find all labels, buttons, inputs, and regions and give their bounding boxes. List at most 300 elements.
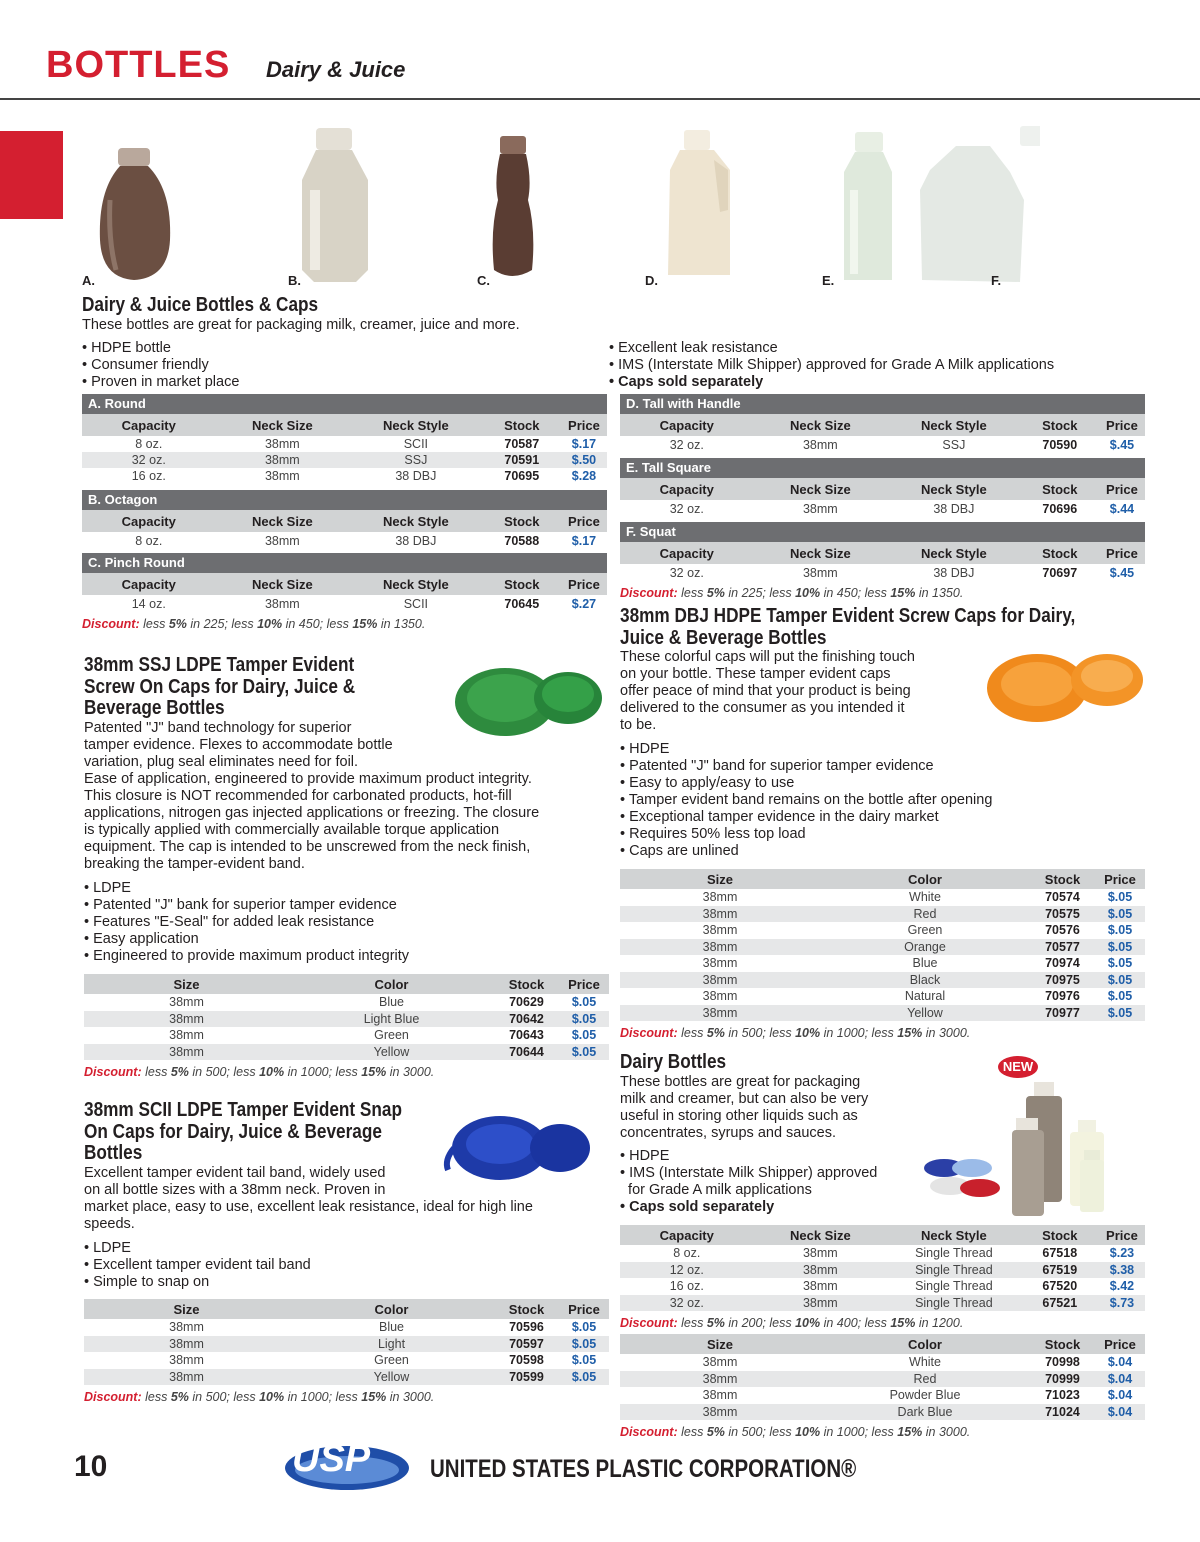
table-row — [620, 1005, 1145, 1022]
table-cell: 70591 — [504, 453, 540, 467]
table-cell: Single Thread — [915, 1279, 993, 1294]
column-header: Capacity — [121, 513, 176, 529]
dairy-description-line: milk and creamer, but can also be very — [620, 1091, 869, 1107]
ssj-description — [84, 720, 393, 771]
dairy-bullets-line: for Grade A milk applications — [620, 1182, 812, 1198]
discount-note — [84, 1065, 434, 1079]
bullet-list-right — [609, 340, 1054, 391]
table-header — [620, 414, 1145, 436]
table-row — [620, 1354, 1145, 1371]
page-title: BOTTLES — [46, 44, 231, 86]
table-header — [84, 1299, 609, 1319]
discount-part: in 3000. — [922, 1425, 971, 1439]
table-cell: $.05 — [1107, 956, 1133, 971]
product-photos — [80, 120, 1040, 290]
dbj-bullets-line: • Tamper evident band remains on the bottle after opening — [620, 792, 993, 808]
table-row — [620, 1278, 1145, 1295]
discount-part: in 225; less — [724, 586, 796, 600]
dairy-description-line: useful in storing other liquids such as — [620, 1108, 858, 1124]
section-title-dbj-caps-line: 38mm DBJ HDPE Tamper Evident Screw Caps for Dairy, — [620, 605, 1076, 627]
dbj-bullets-line: • HDPE — [620, 741, 670, 757]
page-subtitle: Dairy & Juice — [266, 57, 406, 82]
table-row — [82, 468, 607, 484]
section-title-scii-caps-line: On Caps for Dairy, Juice & Beverage — [84, 1120, 382, 1143]
table-cell: $.05 — [1107, 1005, 1133, 1020]
dbj-description-line: delivered to the consumer as you intended it — [620, 700, 905, 716]
table-cell: SSJ — [404, 453, 428, 467]
discount-part: 15% — [890, 586, 916, 600]
ssj-bullets-line: • LDPE — [84, 880, 131, 896]
table-section-title: E. Tall Square — [620, 458, 1145, 478]
table-header — [620, 542, 1145, 564]
table-row — [620, 564, 1145, 582]
column-header: Color — [374, 1301, 409, 1317]
section-title-scii-caps — [84, 1100, 402, 1165]
discount-part: 15% — [361, 1065, 387, 1079]
table-cell: 38mm — [264, 437, 300, 451]
table-row — [620, 1404, 1145, 1421]
table-cell: $.05 — [1107, 972, 1133, 987]
column-header: Capacity — [659, 481, 714, 497]
column-header: Stock — [504, 513, 540, 529]
table-cell: 32 oz. — [131, 453, 166, 467]
table-cell: Single Thread — [915, 1295, 993, 1310]
dairy-description-line: These bottles are great for packaging — [620, 1074, 861, 1090]
table-cell: 32 oz. — [669, 438, 704, 452]
dairy-bullets-line: • IMS (Interstate Milk Shipper) approved — [620, 1165, 878, 1181]
table-cell: 8 oz. — [135, 437, 163, 451]
column-header: Neck Size — [251, 513, 313, 529]
discount-part: 5% — [170, 1390, 189, 1404]
column-header: Price — [568, 513, 600, 529]
scii-bullets-line: • LDPE — [84, 1240, 131, 1256]
table-row — [620, 955, 1145, 972]
table-cell: 38mm — [264, 453, 300, 467]
table-cell: $.17 — [571, 437, 597, 451]
scii-description-line: Excellent tamper evident tail band, widely used — [84, 1165, 386, 1181]
column-header: Capacity — [121, 417, 176, 433]
table-cell: 70998 — [1045, 1355, 1080, 1370]
column-header: Size — [173, 1301, 200, 1317]
table-cell: 38mm — [169, 1353, 204, 1368]
column-header: Neck Size — [789, 1227, 851, 1243]
bottle-f-image — [920, 126, 1040, 282]
column-header: Color — [374, 976, 409, 992]
discount-part: in 1000; less — [820, 1026, 898, 1040]
table-cell: 70629 — [509, 995, 544, 1010]
discount-part: in 3000. — [386, 1065, 435, 1079]
table-cell: 12 oz. — [669, 1262, 704, 1277]
table-cell: Single Thread — [915, 1246, 993, 1261]
discount-part: 15% — [352, 617, 378, 631]
table-cell: 16 oz. — [131, 469, 166, 483]
table-cell: $.05 — [1107, 890, 1133, 905]
column-header: Stock — [504, 417, 540, 433]
table-cell: Blue — [378, 1320, 405, 1335]
section-title-scii-caps-line: Bottles — [84, 1142, 143, 1164]
discount-part: Discount: — [620, 1425, 678, 1439]
discount-part: less — [139, 617, 169, 631]
table-header — [82, 573, 607, 595]
table-cell: 70577 — [1045, 939, 1080, 954]
column-header: Color — [908, 871, 942, 887]
dbj-bullets — [620, 741, 992, 860]
table-cell: 38mm — [169, 1011, 204, 1026]
table-cell: $.05 — [1107, 906, 1133, 921]
discount-part: Discount: — [620, 586, 678, 600]
spec-table — [84, 974, 609, 1060]
table-cell: $.44 — [1109, 502, 1135, 516]
table-cell: 38mm — [802, 1295, 838, 1310]
table-row — [620, 1387, 1145, 1404]
dbj-description-line: These colorful caps will put the finishing touch — [620, 649, 915, 665]
discount-part: 10% — [259, 1390, 285, 1404]
table-row — [620, 500, 1145, 518]
table-section-title: C. Pinch Round — [82, 553, 607, 573]
column-header: Neck Style — [382, 576, 449, 592]
discount-note — [620, 586, 963, 600]
table-cell: SSJ — [942, 438, 966, 452]
table-cell: 70977 — [1045, 1005, 1080, 1020]
table-row — [620, 1262, 1145, 1279]
table-cell: Green — [374, 1028, 409, 1043]
table-row — [82, 436, 607, 452]
spec-table — [82, 553, 607, 613]
discount-note — [82, 617, 425, 631]
discount-part: 15% — [897, 1026, 923, 1040]
table-cell: 38mm — [802, 1262, 838, 1277]
table-cell: 38mm — [169, 1369, 204, 1384]
table-cell: White — [909, 1355, 941, 1370]
table-row — [84, 1336, 609, 1353]
column-header: Stock — [1042, 481, 1078, 497]
ssj-bullets-line: • Patented "J" bank for superior tamper evidence — [84, 897, 397, 913]
blue-caps-image — [440, 1108, 600, 1188]
column-header: Price — [568, 1301, 600, 1317]
column-header: Stock — [1044, 1336, 1081, 1352]
spec-table — [82, 394, 607, 484]
table-section-title: A. Round — [82, 394, 607, 414]
table-cell: 38 DBJ — [933, 566, 975, 580]
column-header: Neck Style — [920, 545, 987, 561]
table-cell: 38mm — [702, 1371, 738, 1386]
table-row — [620, 436, 1145, 454]
dbj-bullets-line: • Exceptional tamper evidence in the dairy market — [620, 809, 939, 825]
discount-part: 10% — [795, 1026, 821, 1040]
discount-part: Discount: — [84, 1390, 142, 1404]
column-header: Color — [908, 1336, 942, 1352]
table-cell: $.05 — [571, 995, 597, 1010]
table-cell: $.38 — [1109, 1262, 1135, 1277]
table-row — [84, 1011, 609, 1028]
table-cell: $.45 — [1109, 438, 1135, 452]
column-header: Stock — [1042, 417, 1078, 433]
column-header: Size — [706, 871, 733, 887]
scii-bullets — [84, 1240, 311, 1291]
table-cell: Red — [913, 906, 937, 921]
table-cell: 38 DBJ — [395, 469, 437, 483]
table-cell: 67518 — [1042, 1246, 1078, 1261]
page-number: 10 — [74, 1450, 108, 1483]
table-row — [84, 994, 609, 1011]
bottle-c-image — [493, 136, 534, 276]
table-cell: Green — [907, 923, 943, 938]
dbj-description-line: on your bottle. These tamper evident caps — [620, 666, 891, 682]
table-cell: 38mm — [264, 597, 300, 611]
table-cell: 70974 — [1045, 956, 1080, 971]
column-header: Neck Size — [789, 481, 851, 497]
table-cell: 70696 — [1042, 502, 1078, 516]
discount-part: 10% — [795, 586, 821, 600]
table-cell: 32 oz. — [669, 502, 704, 516]
column-header: Price — [568, 976, 600, 992]
table-cell: 38mm — [802, 502, 838, 516]
column-header: Neck Size — [789, 417, 851, 433]
table-cell: 8 oz. — [135, 534, 163, 548]
ssj-description-long-line: equipment. The cap is intended to be unscrewed from the neck finish, — [84, 839, 531, 855]
discount-part: 10% — [257, 617, 283, 631]
ssj-bullets-line: • Features "E-Seal" for added leak resistance — [84, 914, 375, 930]
table-header — [620, 478, 1145, 500]
table-cell: 38mm — [802, 1246, 838, 1261]
discount-part: in 500; less — [724, 1425, 796, 1439]
table-cell: 71023 — [1045, 1388, 1080, 1403]
section-title-ssj-caps-line: Screw On Caps for Dairy, Juice & — [84, 675, 356, 698]
discount-note — [620, 1425, 970, 1439]
table-cell: 38mm — [702, 906, 738, 921]
table-cell: 38mm — [702, 1388, 738, 1403]
discount-part: 15% — [361, 1390, 387, 1404]
section-intro: These bottles are great for packaging milk, creamer, juice and more. — [82, 317, 520, 333]
column-header: Stock — [1042, 1227, 1078, 1243]
table-cell: $.05 — [571, 1011, 597, 1026]
scii-description-line: speeds. — [84, 1216, 135, 1232]
label-c: C. — [477, 273, 490, 288]
discount-part: 5% — [706, 1425, 725, 1439]
scii-bullets-line: • Simple to snap on — [84, 1274, 210, 1290]
table-cell: Dark Blue — [897, 1404, 953, 1419]
discount-part: in 500; less — [188, 1390, 260, 1404]
dairy-description-line: concentrates, syrups and sauces. — [620, 1125, 837, 1141]
column-header: Neck Size — [789, 545, 851, 561]
discount-part: in 400; less — [820, 1316, 891, 1330]
spec-table — [82, 490, 607, 550]
table-cell: $.05 — [571, 1320, 597, 1335]
table-cell: 70999 — [1045, 1371, 1080, 1386]
discount-part: 15% — [890, 1316, 916, 1330]
spec-table — [620, 869, 1145, 1021]
section-title-ssj-caps — [84, 655, 355, 720]
bullet: • Excellent leak resistance — [609, 340, 778, 356]
table-cell: Natural — [904, 989, 946, 1004]
discount-part: in 3000. — [922, 1026, 971, 1040]
discount-part: 5% — [168, 617, 187, 631]
discount-note — [620, 1316, 963, 1330]
ssj-description-line: tamper evidence. Flexes to accommodate bottle — [84, 737, 393, 753]
table-cell: 38mm — [702, 972, 738, 987]
table-cell: 38mm — [702, 1404, 738, 1419]
discount-part: in 450; less — [820, 586, 891, 600]
spec-table — [620, 1225, 1145, 1311]
discount-part: Discount: — [82, 617, 140, 631]
table-cell: 70642 — [509, 1011, 544, 1026]
table-cell: 67519 — [1042, 1262, 1078, 1277]
column-header: Price — [1106, 481, 1138, 497]
column-header: Neck Style — [382, 417, 449, 433]
table-cell: $.05 — [1107, 923, 1133, 938]
dbj-bullets-line: • Requires 50% less top load — [620, 826, 806, 842]
table-cell: Single Thread — [915, 1262, 993, 1277]
table-header — [620, 869, 1145, 889]
table-cell: $.04 — [1107, 1355, 1133, 1370]
table-header — [620, 1334, 1145, 1354]
dbj-description-line: offer peace of mind that your product is being — [620, 683, 911, 699]
table-cell: Orange — [904, 939, 946, 954]
discount-part: in 200; less — [724, 1316, 796, 1330]
label-f: F. — [991, 273, 1002, 288]
discount-part: less — [141, 1065, 171, 1079]
spec-table — [620, 394, 1145, 454]
section-title-dairy-bottles: Dairy Bottles — [620, 1051, 727, 1073]
table-section-title: F. Squat — [620, 522, 1145, 542]
table-cell: $.45 — [1109, 566, 1135, 580]
table-row — [84, 1044, 609, 1061]
scii-bullets-line: • Excellent tamper evident tail band — [84, 1257, 311, 1273]
table-cell: Blue — [378, 995, 405, 1010]
column-header: Stock — [1044, 871, 1081, 887]
discount-part: Discount: — [84, 1065, 142, 1079]
bullet: • Caps sold separately — [609, 374, 764, 390]
table-cell: 70976 — [1045, 989, 1080, 1004]
table-cell: 70697 — [1042, 566, 1078, 580]
discount-part: in 500; less — [188, 1065, 260, 1079]
ssj-bullets — [84, 880, 409, 965]
table-cell: 71024 — [1045, 1404, 1080, 1419]
dbj-description-line: to be. — [620, 717, 657, 733]
table-row — [82, 532, 607, 550]
discount-part: 15% — [897, 1425, 923, 1439]
table-cell: Light Blue — [363, 1011, 420, 1026]
dairy-bullets-line: • Caps sold separately — [620, 1199, 775, 1215]
discount-part: in 500; less — [724, 1026, 796, 1040]
column-header: Capacity — [659, 1227, 714, 1243]
discount-part: in 1350. — [915, 586, 964, 600]
header-rule — [0, 98, 1200, 100]
table-cell: $.17 — [571, 534, 597, 548]
table-cell: $.05 — [571, 1044, 597, 1059]
table-cell: 70576 — [1045, 923, 1080, 938]
ssj-description-long-line: breaking the tamper-evident band. — [84, 856, 305, 872]
column-header: Neck Size — [251, 576, 313, 592]
ssj-bullets-line: • Engineered to provide maximum product integrity — [84, 948, 410, 964]
company-name: UNITED STATES PLASTIC CORPORATION® — [430, 1455, 857, 1483]
column-header: Capacity — [659, 545, 714, 561]
table-cell: 38mm — [802, 438, 838, 452]
table-header — [82, 510, 607, 532]
table-cell: $.27 — [571, 597, 597, 611]
discount-part: less — [677, 1026, 707, 1040]
table-cell: 38mm — [702, 939, 738, 954]
dairy-bullets-line: • HDPE — [620, 1148, 670, 1164]
column-header: Stock — [504, 576, 540, 592]
section-title-dbj-caps — [620, 606, 1075, 649]
table-cell: 38mm — [702, 890, 738, 905]
discount-part: in 1350. — [377, 617, 426, 631]
bullet: • Proven in market place — [82, 374, 240, 390]
discount-part: less — [677, 1316, 707, 1330]
discount-part: 5% — [706, 586, 725, 600]
table-cell: 70644 — [509, 1044, 544, 1059]
spec-table — [620, 458, 1145, 518]
discount-part: 5% — [170, 1065, 189, 1079]
table-cell: $.04 — [1107, 1371, 1133, 1386]
table-cell: SCII — [403, 597, 429, 611]
table-row — [84, 1369, 609, 1386]
bullet: • HDPE bottle — [82, 340, 171, 356]
label-d: D. — [645, 273, 658, 288]
label-e: E. — [822, 273, 835, 288]
discount-part: less — [677, 586, 707, 600]
table-cell: 38mm — [169, 1336, 204, 1351]
section-title-bottles: Dairy & Juice Bottles & Caps — [82, 294, 319, 316]
column-header: Stock — [1042, 545, 1078, 561]
bottle-e-image — [844, 132, 892, 280]
column-header: Price — [1104, 871, 1136, 887]
ssj-description-line: Patented "J" band technology for superior — [84, 720, 352, 736]
column-header: Capacity — [659, 417, 714, 433]
dbj-bullets-line: • Caps are unlined — [620, 843, 739, 859]
scii-description-line: market place, easy to use, excellent leak resistance, ideal for high line — [84, 1199, 533, 1215]
table-cell: $.04 — [1107, 1404, 1133, 1419]
table-cell: 70575 — [1045, 906, 1080, 921]
section-title-scii-caps-line: 38mm SCII LDPE Tamper Evident Snap — [84, 1099, 402, 1121]
discount-part: in 1000; less — [284, 1390, 362, 1404]
discount-note — [84, 1390, 434, 1404]
table-cell: 38mm — [702, 956, 738, 971]
table-row — [620, 1245, 1145, 1262]
table-cell: 38 DBJ — [395, 534, 437, 548]
table-cell: Red — [913, 1371, 937, 1386]
discount-part: in 450; less — [282, 617, 353, 631]
table-cell: 70574 — [1045, 890, 1080, 905]
table-cell: 38mm — [702, 989, 738, 1004]
dairy-bottles-image — [920, 1080, 1150, 1220]
column-header: Size — [706, 1336, 733, 1352]
table-cell: 70597 — [509, 1336, 544, 1351]
table-row — [84, 1027, 609, 1044]
table-cell: $.23 — [1109, 1246, 1135, 1261]
table-row — [620, 1371, 1145, 1388]
table-row — [82, 452, 607, 468]
discount-part: Discount: — [620, 1316, 678, 1330]
green-caps-image — [450, 660, 610, 740]
table-cell: $.05 — [1107, 939, 1133, 954]
bottle-b-image — [302, 128, 368, 282]
discount-part: 10% — [795, 1316, 821, 1330]
table-cell: Green — [374, 1353, 409, 1368]
table-cell: Black — [909, 972, 941, 987]
bottle-a-image — [100, 148, 170, 280]
table-row — [620, 988, 1145, 1005]
ssj-description-long-line: This closure is NOT recommended for carbonated products, hot-fill — [84, 788, 512, 804]
dairy-description — [620, 1074, 868, 1142]
table-cell: 70596 — [509, 1320, 544, 1335]
table-cell: 38mm — [169, 1320, 204, 1335]
table-cell: 38mm — [264, 534, 300, 548]
spec-table — [620, 522, 1145, 582]
table-cell: 32 oz. — [669, 566, 704, 580]
dbj-bullets-line: • Patented "J" band for superior tamper evidence — [620, 758, 934, 774]
